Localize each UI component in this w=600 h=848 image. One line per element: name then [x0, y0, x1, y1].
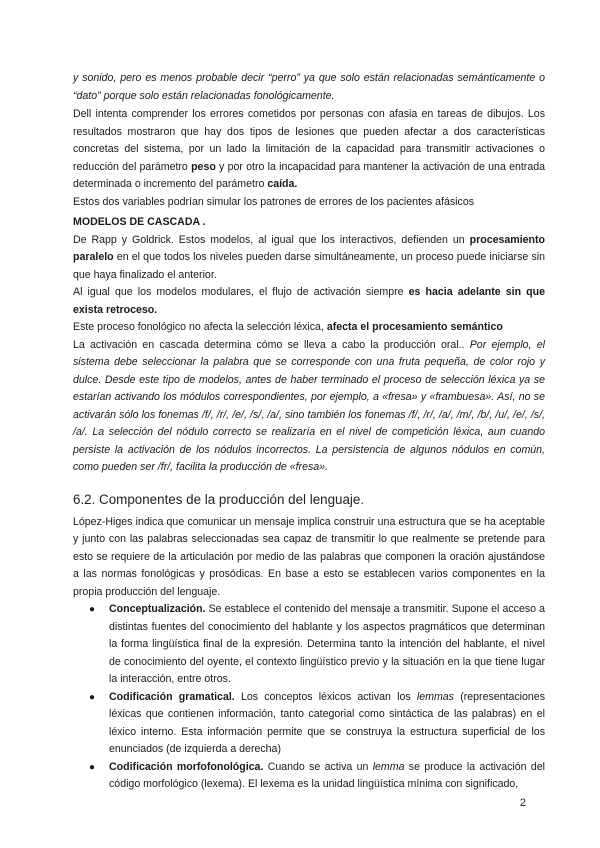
components-list: [73, 601, 545, 794]
bullet-icon: ●: [89, 691, 96, 703]
heading-cascada: MODELOS DE CASCADA .: [73, 216, 206, 228]
paragraph-dell: Dell intenta comprender los errores cometidos por personas con afasia en tareas de dibujos. Los resultados mostraron que hay dos tipos de lesiones que pueden afectar a dos características concretas del sistema, por un lado la limitación de la capacidad para transmitir activaciones o reducción del parámetro peso y por otro la incapacidad para mantener la activación de una entrada determinada o incremento del parámetro caída.: [73, 108, 546, 190]
bullet-icon: ●: [89, 604, 96, 615]
page-number: 2: [519, 797, 526, 809]
paragraph-variables: Estos dos variables podrían simular los patrones de errores de los pacientes afásicos: [73, 195, 475, 208]
list-item: ● Codificación morfofonológica. Cuando se activa un lemma se produce la activación del código morfológico (lexema). El lexema es la unidad lingüística mínima con significado,: [89, 760, 545, 790]
section-title: 6.2. Componentes de la producción del lenguaje.: [73, 491, 365, 507]
paragraph-flujo: Al igual que los modelos modulares, el flujo de activación siempre es hacia adelante sin que exista retroceso.: [73, 286, 545, 316]
paragraph-lopez-higes: López-Higes indica que comunicar un mensaje implica construir una estructura que se ha aceptable y junto con las palabras seleccionadas sea capaz de transmitir lo que realmente se pretende para esto se requiere de la articulación por medio de las palabras que componen la oración ajustándose a las normas fonológicas y prosódicas. En base a esto se establecen varios componentes en la propia producción del lenguaje.: [73, 515, 545, 598]
page-content: [73, 70, 545, 794]
paragraph-activacion-cascada: La activación en cascada determina cómo se lleva a cabo la producción oral.. Por ejemplo, el sistema debe seleccionar la palabra que se corresponde con una fruta pequeña, de color rojo y dulce. Desde este tipo de modelos, antes de haber terminado el proceso de selección léxica ya se estarían activando los módulos correspondientes, por ejemplo, a «fresa» y «frambuesa». Así, no se activarán sólo los fonemas /f/, /r/, /e/, /s/, /a/, sino también los fonemas /f/, /r/, /a/, /m/, /b/, /u/, /e/, /s/, /a/. La selección del nódulo correcto se realizaría en el nivel de competición léxica, aun cuando persiste la activación de los nódulos incorrectos. La persistencia de algunos nódulos en común, como pueden ser /fr/, facilita la producción de «fresa».: [73, 338, 545, 473]
paragraph-proceso-fonologico: Este proceso fonológico no afecta la selección léxica, afecta el procesamiento semántico: [73, 321, 503, 333]
paragraph-intro-example: y sonido, pero es menos probable decir “perro” ya que solo están relacionadas semánticamente o “dato” porque solo están relacionadas fonológicamente.: [73, 72, 545, 102]
bullet-icon: ●: [89, 761, 96, 773]
list-item: ● Codificación gramatical. Los conceptos léxicos activan los lemmas (representaciones léxicas que contienen información, tanto categorial como sintáctica de las palabras) en el léxico interno. Esta información permite que se construya la estructura superficial de los enunciados (de izquierda a derecha): [89, 690, 545, 755]
list-item: ● Conceptualización. Se establece el contenido del mensaje a transmitir. Supone el acceso a distintas fuentes del conocimiento del hablante y los aspectos pragmáticos que determinan la forma lingüística final de la expresión. Determina tanto la intención del hablante, el nivel de conocimiento del oyente, el contexto lingüístico previo y la situación en la que tiene lugar la interacción, entre otros.: [89, 603, 545, 685]
paragraph-rapp-goldrick: De Rapp y Goldrick. Estos modelos, al igual que los interactivos, defienden un procesamiento paralelo en el que todos los niveles pueden darse simultáneamente, un proceso puede iniciarse sin que haya finalizado el anterior.: [73, 233, 545, 281]
